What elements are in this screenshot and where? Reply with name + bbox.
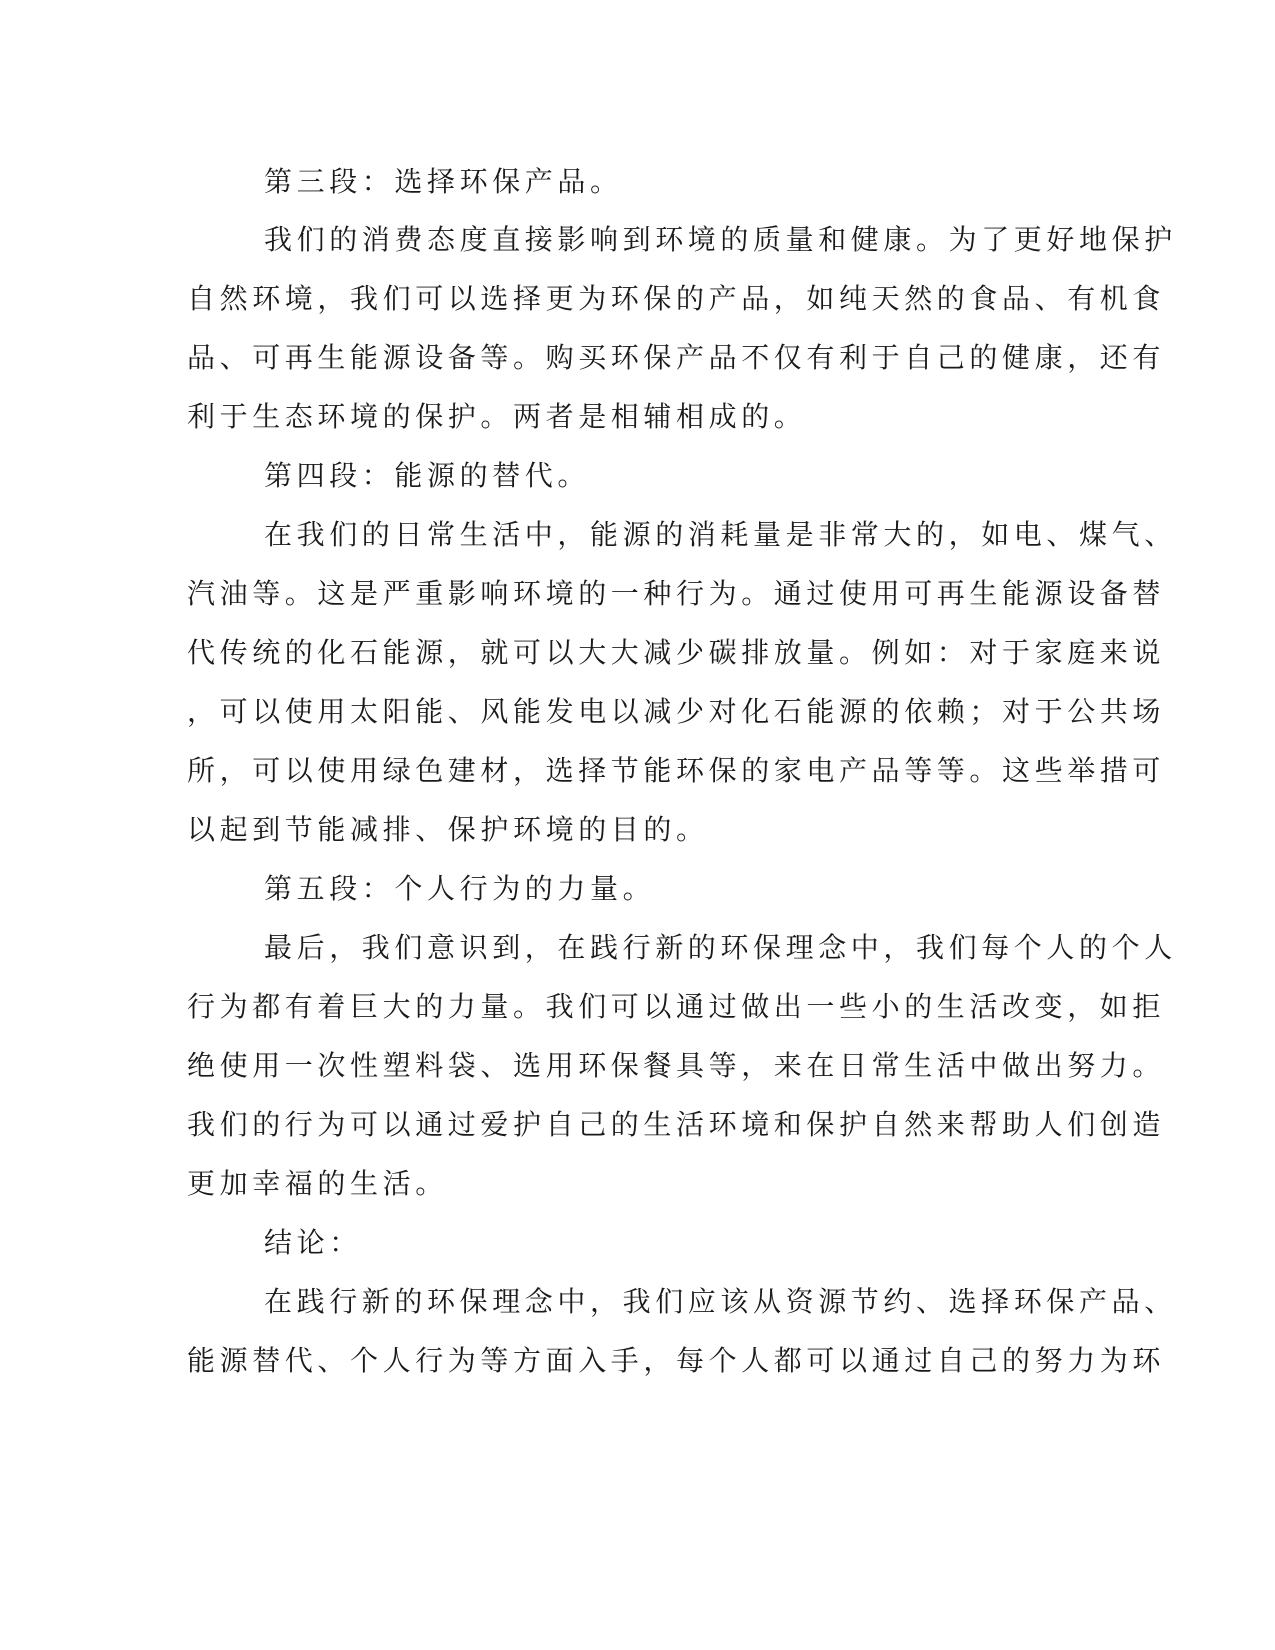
paragraph-line: 在我们的日常生活中，能源的消耗量是非常大的，如电、煤气、 <box>264 518 1177 551</box>
section-heading: 第四段：能源的替代。 <box>264 459 591 492</box>
paragraph-line: ，可以使用太阳能、风能发电以减少对化石能源的依赖；对于公共场 <box>187 695 1166 728</box>
paragraph-line: 汽油等。这是严重影响环境的一种行为。通过使用可再生能源设备替 <box>187 577 1166 610</box>
section-heading: 第三段：选择环保产品。 <box>264 165 623 198</box>
paragraph-line: 行为都有着巨大的力量。我们可以通过做出一些小的生活改变，如拒 <box>187 990 1166 1023</box>
paragraph-line: 绝使用一次性塑料袋、选用环保餐具等，来在日常生活中做出努力。 <box>187 1049 1166 1082</box>
paragraph-line: 所，可以使用绿色建材，选择节能环保的家电产品等等。这些举措可 <box>187 754 1166 787</box>
paragraph-line: 我们的消费态度直接影响到环境的质量和健康。为了更好地保护 <box>264 223 1177 256</box>
paragraph-line: 更加幸福的生活。 <box>187 1167 448 1200</box>
section-heading: 结论： <box>264 1226 362 1259</box>
paragraph-line: 能源替代、个人行为等方面入手，每个人都可以通过自己的努力为环 <box>187 1344 1166 1377</box>
paragraph-line: 在践行新的环保理念中，我们应该从资源节约、选择环保产品、 <box>264 1285 1177 1318</box>
paragraph-line: 自然环境，我们可以选择更为环保的产品，如纯天然的食品、有机食 <box>187 282 1166 315</box>
paragraph-line: 最后，我们意识到，在践行新的环保理念中，我们每个人的个人 <box>264 931 1177 964</box>
paragraph-line: 我们的行为可以通过爱护自己的生活环境和保护自然来帮助人们创造 <box>187 1108 1166 1141</box>
paragraph-line: 以起到节能减排、保护环境的目的。 <box>187 813 709 846</box>
paragraph-line: 代传统的化石能源，就可以大大减少碳排放量。例如：对于家庭来说 <box>187 636 1166 669</box>
section-heading: 第五段：个人行为的力量。 <box>264 872 656 905</box>
paragraph-line: 品、可再生能源设备等。购买环保产品不仅有利于自己的健康，还有 <box>187 341 1166 374</box>
paragraph-line: 利于生态环境的保护。两者是相辅相成的。 <box>187 400 807 433</box>
